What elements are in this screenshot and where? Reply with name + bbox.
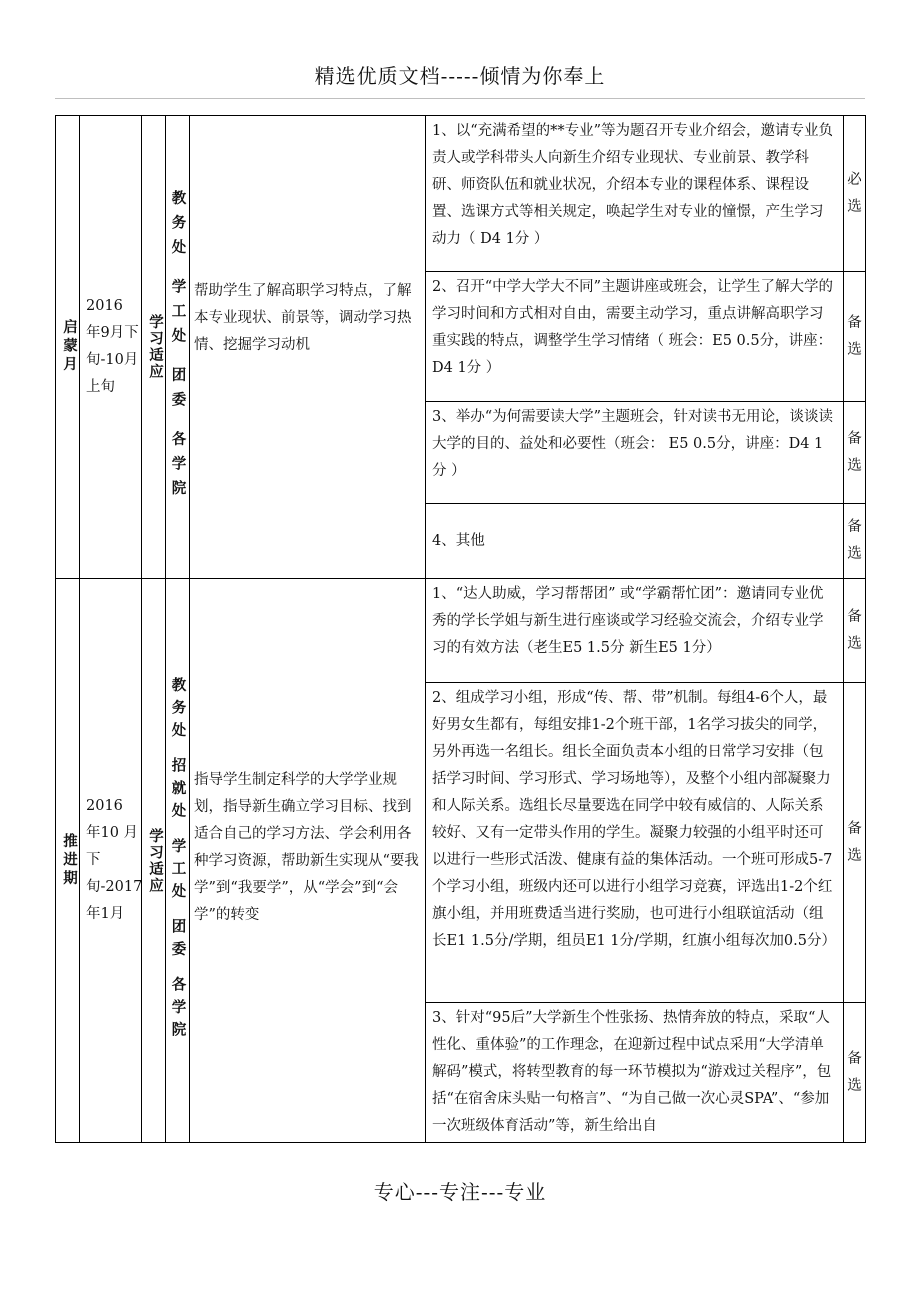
activity-cell <box>426 504 844 579</box>
department-label: 教务处 学工处 团委 各学院 <box>169 189 187 505</box>
requirement-cell: 备选 <box>844 402 866 504</box>
activity-text: 4、其他 <box>432 532 485 549</box>
task-cell <box>142 579 166 1143</box>
activity-cell: 2、召开“中学大学大不同”主题讲座或班会，让学生了解大学的学习时间和方式相对自由，需要主动学习，重点讲解高职学习重实践的特点，调整学生学习情绪（ 班会：E5 0.5分，讲座：D4 1分 ） <box>426 272 844 402</box>
activity-cell: 3、针对“95后”大学新生个性张扬、热情奔放的特点，采取“人性化、重体验”的工作理念，在迎新过程中试点采用“大学清单解码”模式，将转型教育的每一环节模拟为“游戏过关程序”，包括“在宿舍床头贴一句格言”、“为自己做一次心灵SPA”、“参加一次班级体育活动”等，新生给出自 <box>426 1003 844 1143</box>
requirement-cell: 备选 <box>844 579 866 683</box>
plan-table <box>55 115 866 1143</box>
goal-text: 帮助学生了解高职学习特点，了解本专业现状、前景等，调动学习热情、挖掘学习动机 <box>194 283 412 353</box>
time-cell: 2016 年9月下旬-10月上旬 <box>80 116 142 579</box>
stage-cell <box>56 579 80 1143</box>
task-label: 学习适应 <box>147 827 164 894</box>
department-cell <box>166 579 190 1143</box>
stage-label: 启蒙月 <box>61 319 78 375</box>
activity-cell: 1、“达人助威，学习帮帮团” 或“学霸帮忙团”：邀请同专业优秀的学长学姐与新生进行座谈或学习经验交流会，介绍专业学习的有效方法（老生E5 1.5分 新生E5 1分） <box>426 579 844 683</box>
activity-cell: 2、组成学习小组，形成“传、帮、带”机制。每组4-6个人，最好男女生都有，每组安排1-2个班干部，1名学习拔尖的同学，另外再选一名组长。组长全面负责本小组的日常学习安排（包括学习时间、学习形式、学习场地等），及整个小组内部凝聚力和人际关系。选组长尽量要选在同学中较有威信的、人际关系较好、又有一定带头作用的学生。凝聚力较强的小组平时还可以进行一些形式活泼、健康有益的集体活动。一个班可形成5-7个学习小组，班级内还可以进行小组学习竞赛，评选出1-2个红旗小组，并用班费适当进行奖励，也可进行小组联谊活动（组长E1 1.5分/学期，组员E1 1分/学期，红旗小组每次加0.5分） <box>426 683 844 1003</box>
task-label: 学习适应 <box>147 314 164 380</box>
page-header: 精选优质文档-----倾情为你奉上 <box>314 64 606 88</box>
requirement-cell: 必选 <box>844 116 866 272</box>
activity-cell: 1、以“充满希望的**专业”等为题召开专业介绍会，邀请专业负责人或学科带头人向新生介绍专业现状、专业前景、教学科研、师资队伍和就业状况，介绍本专业的课程体系、课程设置、选课方式等相关规定，唤起学生对专业的憧憬，产生学习动力（ D4 1分 ） <box>426 116 844 272</box>
page-footer: 专心---专注---专业 <box>373 1180 547 1204</box>
task-cell <box>142 116 166 579</box>
activity-cell: 3、举办“为何需要读大学”主题班会，针对读书无用论，谈谈读大学的目的、益处和必要性（班会： E5 0.5分，讲座：D4 1分 ） <box>426 402 844 504</box>
goal-text: 指导学生制定科学的大学学业规划，指导新生确立学习目标、找到适合自己的学习方法、学会利用各种学习资源，帮助新生实现从“要我学”到“我要学”，从“学会”到“会学”的转变 <box>194 772 419 923</box>
time-cell: 2016 年10 月下旬-2017年1月 <box>80 579 142 1143</box>
requirement-cell: 备选 <box>844 683 866 1003</box>
requirement-cell: 备选 <box>844 272 866 402</box>
goal-cell <box>190 116 426 579</box>
requirement-cell: 备选 <box>844 504 866 579</box>
department-label: 教务处 招就处 学工处 团委 各学院 <box>169 676 187 1045</box>
requirement-cell: 备选 <box>844 1003 866 1143</box>
stage-label: 推进期 <box>61 832 78 889</box>
header-divider <box>55 98 865 99</box>
department-cell <box>166 116 190 579</box>
stage-cell <box>56 116 80 579</box>
goal-cell <box>190 579 426 1143</box>
